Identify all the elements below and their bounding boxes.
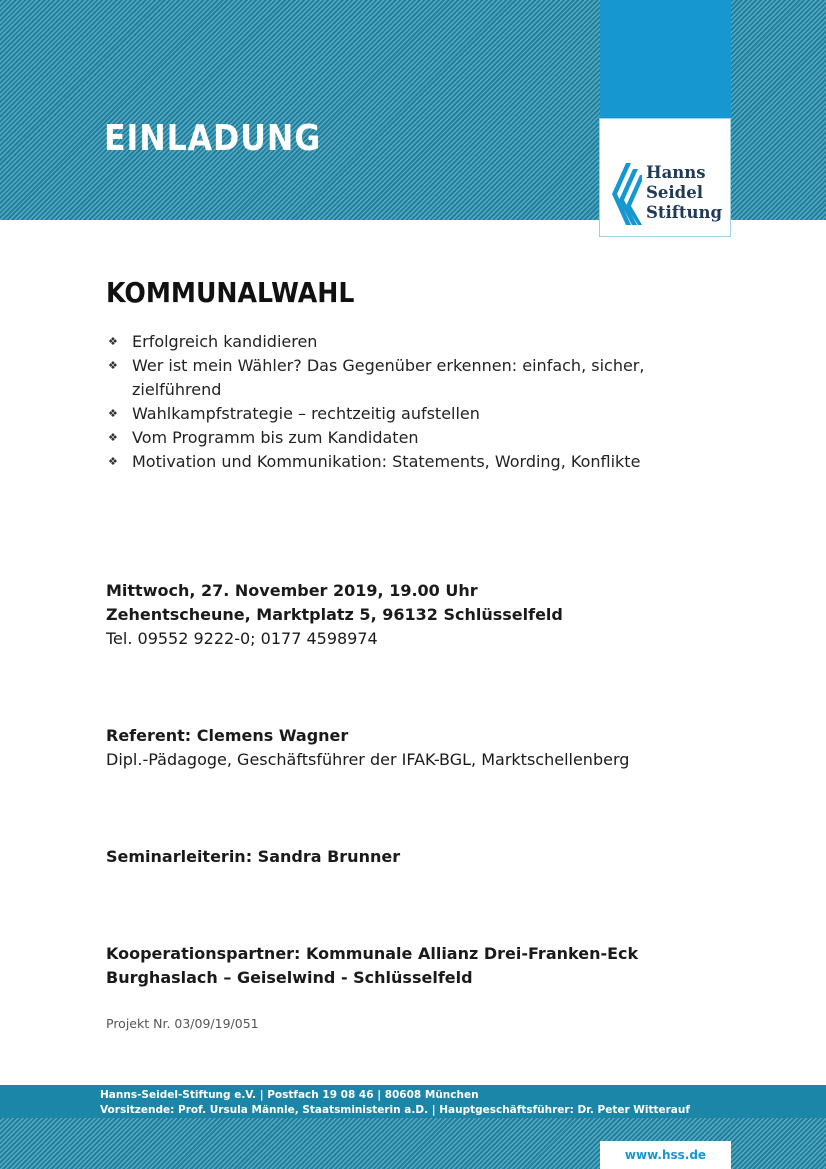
- diamond-bullet-icon: ❖: [108, 431, 118, 444]
- diamond-bullet-icon: ❖: [108, 359, 118, 372]
- list-item: [106, 354, 686, 402]
- hss-diagonal-stripes-icon: [612, 163, 642, 225]
- topic-text: Wer ist mein Wähler? Das Gegenüber erkennen: einfach, sicher, zielführend: [132, 356, 645, 399]
- partner-line: Kooperationspartner: Kommunale Allianz Drei-Franken-Eck: [106, 944, 639, 963]
- brand-logo[interactable]: [599, 118, 731, 237]
- event-phone[interactable]: Tel. 09552 9222-0; 0177 4598974: [106, 629, 378, 648]
- diamond-bullet-icon: ❖: [108, 407, 118, 420]
- brand-name-line: Stiftung: [646, 203, 723, 222]
- partner-line: Burghaslach – Geiselwind - Schlüsselfeld: [106, 968, 473, 987]
- footer-line: Hanns-Seidel-Stiftung e.V. | Postfach 19 08 46 | 80608 München: [100, 1089, 479, 1101]
- brand-name: [646, 163, 722, 223]
- seminar-leader: [106, 845, 400, 869]
- website-link-box[interactable]: [600, 1141, 731, 1169]
- page-title: KOMMUNALWAHL: [106, 276, 355, 309]
- list-item: [106, 426, 686, 450]
- list-item: [106, 330, 686, 354]
- speaker-description: Dipl.-Pädagoge, Geschäftsführer der IFAK-BGL, Marktschellenberg: [106, 750, 630, 769]
- topic-text: Motivation und Kommunikation: Statements, Wording, Konflikte: [132, 452, 641, 471]
- topic-list: [106, 330, 686, 474]
- event-datetime: Mittwoch, 27. November 2019, 19.00 Uhr: [106, 581, 478, 600]
- topic-text: Wahlkampfstrategie – rechtzeitig aufstellen: [132, 404, 480, 423]
- invitation-title: EINLADUNG: [104, 118, 322, 159]
- speaker-details: [106, 724, 629, 772]
- leader-name: Seminarleiterin: Sandra Brunner: [106, 847, 401, 866]
- brand-name-line: Seidel: [646, 183, 703, 202]
- event-details: [106, 579, 563, 651]
- speaker-name: Referent: Clemens Wagner: [106, 726, 349, 745]
- list-item: [106, 402, 686, 426]
- event-location: Zehentscheune, Marktplatz 5, 96132 Schlüsselfeld: [106, 605, 563, 624]
- diamond-bullet-icon: ❖: [108, 335, 118, 348]
- brand-name-line: Hanns: [646, 163, 706, 182]
- list-item: [106, 450, 686, 474]
- website-link[interactable]: www.hss.de: [624, 1148, 707, 1162]
- footer-line: Vorsitzende: Prof. Ursula Männle, Staatsministerin a.D. | Hauptgeschäftsführer: Dr. Peter Witterauf: [100, 1103, 690, 1116]
- project-number: Projekt Nr. 03/09/19/051: [106, 1016, 259, 1031]
- brand-color-block: [600, 0, 731, 118]
- footer-info: [100, 1088, 690, 1117]
- topic-text: Vom Programm bis zum Kandidaten: [132, 428, 419, 447]
- cooperation-partner: [106, 942, 638, 990]
- diamond-bullet-icon: ❖: [108, 455, 118, 468]
- topic-text: Erfolgreich kandidieren: [132, 332, 318, 351]
